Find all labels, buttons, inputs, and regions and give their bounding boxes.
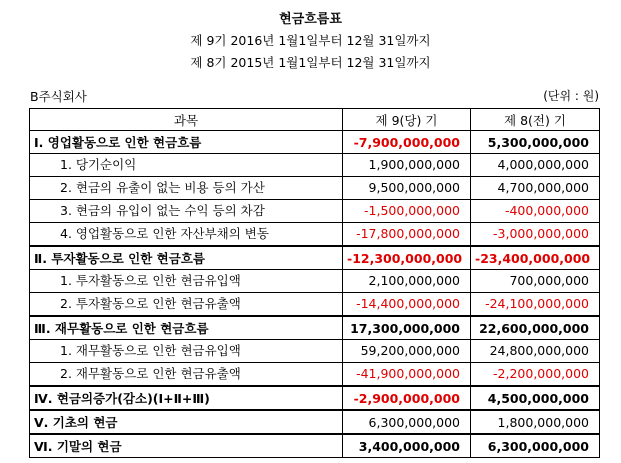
row-label: 2. 현금의 유출이 없는 비용 등의 가산 [30, 177, 343, 200]
prior-period-value: 6,300,000,000 [471, 434, 600, 458]
statement-header [0, 10, 621, 74]
period-current: 제 9기 2016년 1월1일부터 12월 31일까지 [190, 33, 431, 48]
table-row [30, 293, 600, 317]
row-label: 2. 투자활동으로 인한 현금유출액 [30, 293, 343, 317]
current-period-value: -17,800,000,000 [343, 223, 471, 247]
column-header-prior: 제 8(전) 기 [471, 109, 600, 131]
row-label: 1. 투자활동으로 인한 현금유입액 [30, 270, 343, 293]
table-row [30, 131, 600, 154]
prior-period-value: -2,200,000,000 [471, 363, 600, 387]
prior-period-value: 24,800,000,000 [471, 340, 600, 363]
current-period-value: -41,900,000,000 [343, 363, 471, 387]
current-period-value: -1,500,000,000 [343, 200, 471, 223]
column-header-item: 과목 [30, 109, 343, 131]
prior-period-value: -23,400,000,000 [471, 246, 600, 270]
table-row [30, 177, 600, 200]
table-row [30, 154, 600, 177]
prior-period-value: 4,500,000,000 [471, 386, 600, 410]
prior-period-value: -24,100,000,000 [471, 293, 600, 317]
table-row [30, 270, 600, 293]
cash-flow-table [29, 108, 600, 458]
prior-period-value: -400,000,000 [471, 200, 600, 223]
current-period-value: 59,200,000,000 [343, 340, 471, 363]
table-row [30, 434, 600, 458]
table-header-row [30, 109, 600, 131]
prior-period-value: 700,000,000 [471, 270, 600, 293]
table-body [30, 131, 600, 458]
table-row [30, 363, 600, 387]
unit-label: (단위 : 원) [543, 89, 599, 103]
table-row [30, 246, 600, 270]
row-label: 2. 재무활동으로 인한 현금유출액 [30, 363, 343, 387]
prior-period-value: 22,600,000,000 [471, 316, 600, 340]
row-label: Ⅰ. 영업활동으로 인한 현금흐름 [30, 131, 343, 154]
current-period-value: 3,400,000,000 [343, 434, 471, 458]
current-period-value: 1,900,000,000 [343, 154, 471, 177]
current-period-value: 17,300,000,000 [343, 316, 471, 340]
prior-period-value: 4,700,000,000 [471, 177, 600, 200]
row-label: 3. 현금의 유입이 없는 수익 등의 차감 [30, 200, 343, 223]
row-label: Ⅱ. 투자활동으로 인한 현금흐름 [30, 246, 343, 270]
table-row [30, 340, 600, 363]
company-name: B주식회사 [30, 89, 87, 104]
prior-period-value: 4,000,000,000 [471, 154, 600, 177]
table-row [30, 316, 600, 340]
period-prior: 제 8기 2015년 1월1일부터 12월 31일까지 [190, 55, 431, 70]
row-label: 1. 당기순이익 [30, 154, 343, 177]
current-period-value: 2,100,000,000 [343, 270, 471, 293]
statement-title: 현금흐름표 [279, 12, 342, 27]
current-period-value: -12,300,000,000 [343, 246, 471, 270]
prior-period-value: 5,300,000,000 [471, 131, 600, 154]
row-label: Ⅳ. 현금의증가(감소)(Ⅰ+Ⅱ+Ⅲ) [30, 386, 343, 410]
current-period-value: -14,400,000,000 [343, 293, 471, 317]
row-label: 1. 재무활동으로 인한 현금유입액 [30, 340, 343, 363]
column-header-current: 제 9(당) 기 [343, 109, 471, 131]
row-label: 4. 영업활동으로 인한 자산부채의 변동 [30, 223, 343, 247]
current-period-value: -7,900,000,000 [343, 131, 471, 154]
row-label: Ⅴ. 기초의 현금 [30, 410, 343, 434]
table-row [30, 223, 600, 247]
table-row [30, 200, 600, 223]
row-label: Ⅲ. 재무활동으로 인한 현금흐름 [30, 316, 343, 340]
prior-period-value: 1,800,000,000 [471, 410, 600, 434]
current-period-value: 9,500,000,000 [343, 177, 471, 200]
table-row [30, 386, 600, 410]
current-period-value: 6,300,000,000 [343, 410, 471, 434]
current-period-value: -2,900,000,000 [343, 386, 471, 410]
prior-period-value: -3,000,000,000 [471, 223, 600, 247]
table-row [30, 410, 600, 434]
row-label: Ⅵ. 기말의 현금 [30, 434, 343, 458]
